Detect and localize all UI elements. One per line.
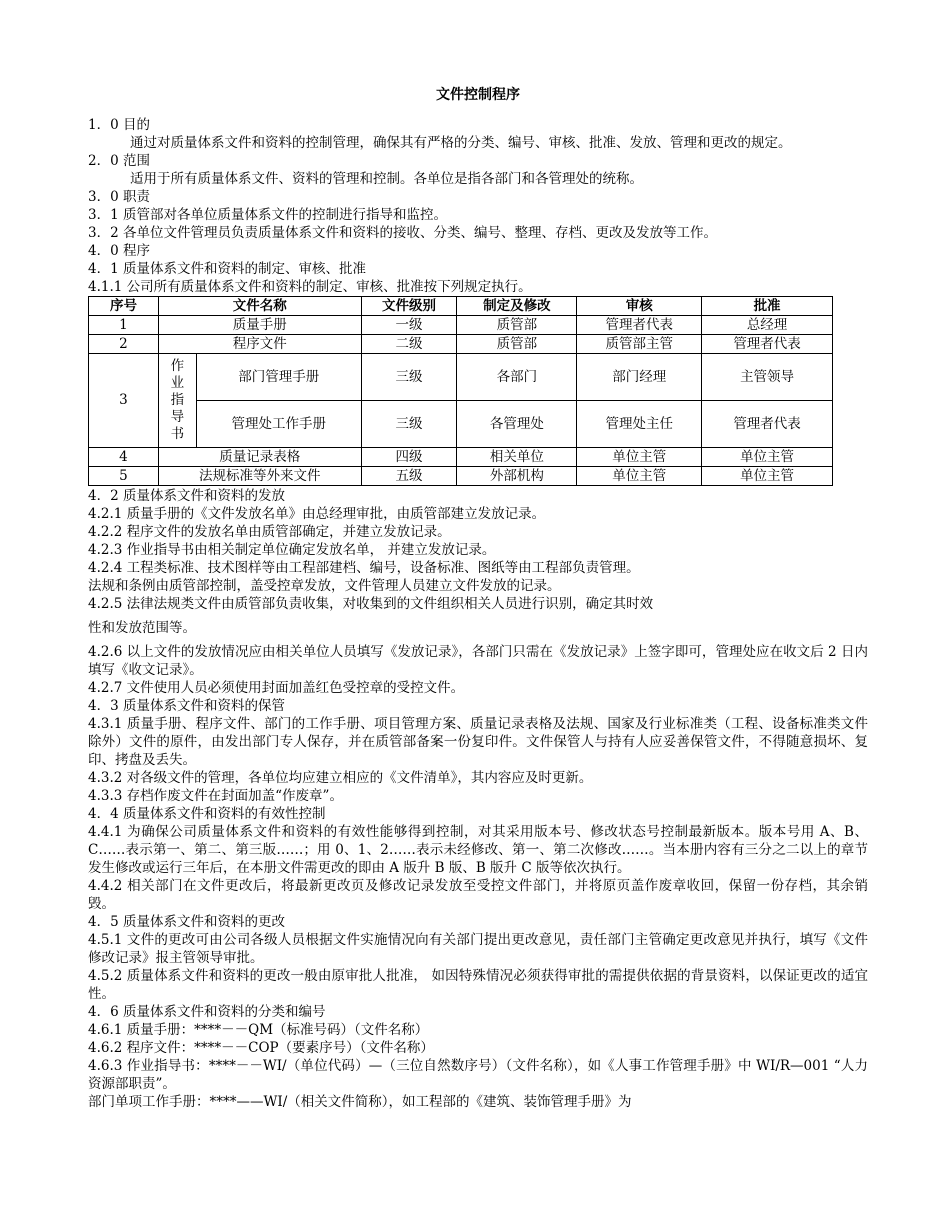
table-cell: 单位主管 <box>577 467 702 486</box>
table-cell: 部门经理 <box>577 354 702 401</box>
section-2-body: 适用于所有质量体系文件、资料的管理和控制。各单位是指各部门和各管理处的统称。 <box>130 171 643 187</box>
table-cell: 管理者代表 <box>702 335 833 354</box>
clause-4-6-3: 4.6.3 作业指导书：****－－WI/（单位代码）—（三位自然数序号）（文件名称），如《人事工作管理手册》中 WI/R—001 “人力资源部职责”。 <box>88 1058 868 1092</box>
table-cell: 一级 <box>361 316 457 335</box>
table-row <box>89 335 833 354</box>
group-label-char: 作 <box>170 358 185 374</box>
table-cell: 质管部 <box>457 335 577 354</box>
clause-4-2-2: 4.2.2 程序文件的发放名单由质管部确定，并建立发放记录。 <box>88 524 451 540</box>
table-cell: 部门管理手册 <box>196 354 361 401</box>
clause-4-2-4-cont: 法规和条例由质管部控制，盖受控章发放，文件管理人员建立文件发放的记录。 <box>88 578 561 594</box>
section-4-heading: 4．0 程序 <box>88 243 150 259</box>
section-4-3-heading: 4．3 质量体系文件和资料的保管 <box>88 698 285 714</box>
table-cell: 主管领导 <box>702 354 833 401</box>
table-cell: 三级 <box>361 401 457 448</box>
table-cell: 单位主管 <box>702 448 833 467</box>
section-4-4-heading: 4．4 质量体系文件和资料的有效性控制 <box>88 806 326 822</box>
table-cell: 5 <box>89 467 159 486</box>
section-4-6-heading: 4．6 质量体系文件和资料的分类和编号 <box>88 1004 326 1020</box>
table-cell: 4 <box>89 448 159 467</box>
table-cell: 各部门 <box>457 354 577 401</box>
section-4-1: 4．1 质量体系文件和资料的制定、审核、批准 <box>88 261 366 277</box>
clause-4-3-2: 4.3.2 对各级文件的管理，各单位均应建立相应的《文件清单》，其内容应及时更新。 <box>88 770 593 786</box>
table-cell: 相关单位 <box>457 448 577 467</box>
table-cell: 管理处主任 <box>577 401 702 448</box>
table-cell: 质量记录表格 <box>158 448 361 467</box>
group-label-work-instructions <box>158 354 196 448</box>
table-cell: 单位主管 <box>702 467 833 486</box>
table-cell: 管理者代表 <box>577 316 702 335</box>
section-4-1-1: 4.1.1 公司所有质量体系文件和资料的制定、审核、批准按下列规定执行。 <box>88 279 532 295</box>
table-cell: 单位主管 <box>577 448 702 467</box>
clause-4-2-4: 4.2.4 工程类标准、技术图样等由工程部建档、编号，设备标准、图纸等由工程部负责管理。 <box>88 560 640 576</box>
header-author: 制定及修改 <box>457 297 577 316</box>
section-2-heading: 2．0 范围 <box>88 153 150 169</box>
section-3-1: 3．1 质管部对各单位质量体系文件的控制进行指导和监控。 <box>88 207 447 223</box>
table-cell: 法规标准等外来文件 <box>158 467 361 486</box>
clause-4-2-3: 4.2.3 作业指导书由相关制定单位确定发放名单， 并建立发放记录。 <box>88 542 496 558</box>
table-cell: 管理处工作手册 <box>196 401 361 448</box>
section-4-2-heading: 4．2 质量体系文件和资料的发放 <box>88 488 285 504</box>
group-label-char: 导 <box>170 409 185 425</box>
clause-4-6-2: 4.6.2 程序文件：****－－COP（要素序号）（文件名称） <box>88 1040 434 1056</box>
document-page <box>88 86 868 1111</box>
clause-4-4-2: 4.4.2 相关部门在文件更改后，将最新更改页及修改记录发放至受控文件部门，并将原页盖作废章收回，保留一份存档，其余销毁。 <box>88 878 868 912</box>
table-row <box>89 467 833 486</box>
clause-dept-manual: 部门单项工作手册：****——WI/（相关文件简称），如工程部的《建筑、装饰管理手册》为 <box>88 1094 632 1110</box>
document-control-table <box>88 296 833 486</box>
table-cell: 各管理处 <box>457 401 577 448</box>
table-row <box>89 316 833 335</box>
table-cell: 3 <box>89 354 159 448</box>
header-approve: 批准 <box>702 297 833 316</box>
clause-4-3-3: 4.3.3 存档作废文件在封面加盖“作废章”。 <box>88 788 343 804</box>
table-cell: 五级 <box>361 467 457 486</box>
header-no: 序号 <box>89 297 159 316</box>
table-cell: 1 <box>89 316 159 335</box>
table-row <box>89 448 833 467</box>
page-title: 文件控制程序 <box>436 87 520 103</box>
clause-4-3-1: 4.3.1 质量手册、程序文件、部门的工作手册、项目管理方案、质量记录表格及法规、国家及行业标准类（工程、设备标准类文件除外）文件的原件，由发出部门专人保存，并在质管部备案一份复印件。文件保管人与持有人应妥善保管文件，不得随意损坏、复印、拷盘及丢失。 <box>88 716 868 768</box>
table-cell: 质管部主管 <box>577 335 702 354</box>
table-cell: 总经理 <box>702 316 833 335</box>
clause-4-2-6: 4.2.6 以上文件的发放情况应由相关单位人员填写《发放记录》，各部门只需在《发放记录》上签字即可，管理处应在收文后 2 日内填写《收文记录》。 <box>88 644 868 678</box>
table-cell: 三级 <box>361 354 457 401</box>
clause-4-2-7: 4.2.7 文件使用人员必须使用封面加盖红色受控章的受控文件。 <box>88 680 465 696</box>
table-row <box>89 401 833 448</box>
clause-4-2-5-cont: 性和发放范围等。 <box>88 620 196 636</box>
clause-4-4-1: 4.4.1 为确保公司质量体系文件和资料的有效性能够得到控制，对其采用版本号、修改状态号控制最新版本。版本号用 A、B、C……表示第一、第二、第三版……；用 0、1、2……表示未经修改、第一、第二次修改……。当本册内容有三分之二以上的章节发生修改或运行三年后，在本册文件需更改的即由 A 版升 B 版、B 版升 C 版等依次执行。 <box>88 824 868 876</box>
group-label-char: 业 <box>170 375 185 391</box>
table-cell: 管理者代表 <box>702 401 833 448</box>
table-cell: 四级 <box>361 448 457 467</box>
section-3-heading: 3．0 职责 <box>88 189 150 205</box>
clause-4-5-2: 4.5.2 质量体系文件和资料的更改一般由原审批人批准， 如因特殊情况必须获得审批的需提供依据的背景资料，以保证更改的适宜性。 <box>88 968 868 1002</box>
section-4-5-heading: 4．5 质量体系文件和资料的更改 <box>88 914 285 930</box>
table-cell: 外部机构 <box>457 467 577 486</box>
table-cell: 质管部 <box>457 316 577 335</box>
table-header-row <box>89 297 833 316</box>
table-cell: 二级 <box>361 335 457 354</box>
table-cell: 质量手册 <box>158 316 361 335</box>
clause-4-6-1: 4.6.1 质量手册：****－－QM（标准号码）（文件名称） <box>88 1022 429 1038</box>
clause-4-5-1: 4.5.1 文件的更改可由公司各级人员根据文件实施情况向有关部门提出更改意见，责任部门主管确定更改意见并执行，填写《文件修改记录》报主管领导审批。 <box>88 932 868 966</box>
section-3-2: 3．2 各单位文件管理员负责质量体系文件和资料的接收、分类、编号、整理、存档、更改及发放等工作。 <box>88 225 717 241</box>
header-level: 文件级别 <box>361 297 457 316</box>
group-label-char: 书 <box>170 426 185 442</box>
table-cell: 2 <box>89 335 159 354</box>
table-cell: 程序文件 <box>158 335 361 354</box>
clause-4-2-1: 4.2.1 质量手册的《文件发放名单》由总经理审批，由质管部建立发放记录。 <box>88 506 546 522</box>
clause-4-2-5: 4.2.5 法律法规类文件由质管部负责收集，对收集到的文件组织相关人员进行识别，确定其时效 <box>88 596 654 612</box>
table-row <box>89 354 833 401</box>
section-1-body: 通过对质量体系文件和资料的控制管理，确保其有严格的分类、编号、审核、批准、发放、管理和更改的规定。 <box>130 135 792 151</box>
header-review: 审核 <box>577 297 702 316</box>
header-file-name: 文件名称 <box>158 297 361 316</box>
group-label-char: 指 <box>170 392 185 408</box>
section-1-heading: 1．0 目的 <box>88 117 150 133</box>
